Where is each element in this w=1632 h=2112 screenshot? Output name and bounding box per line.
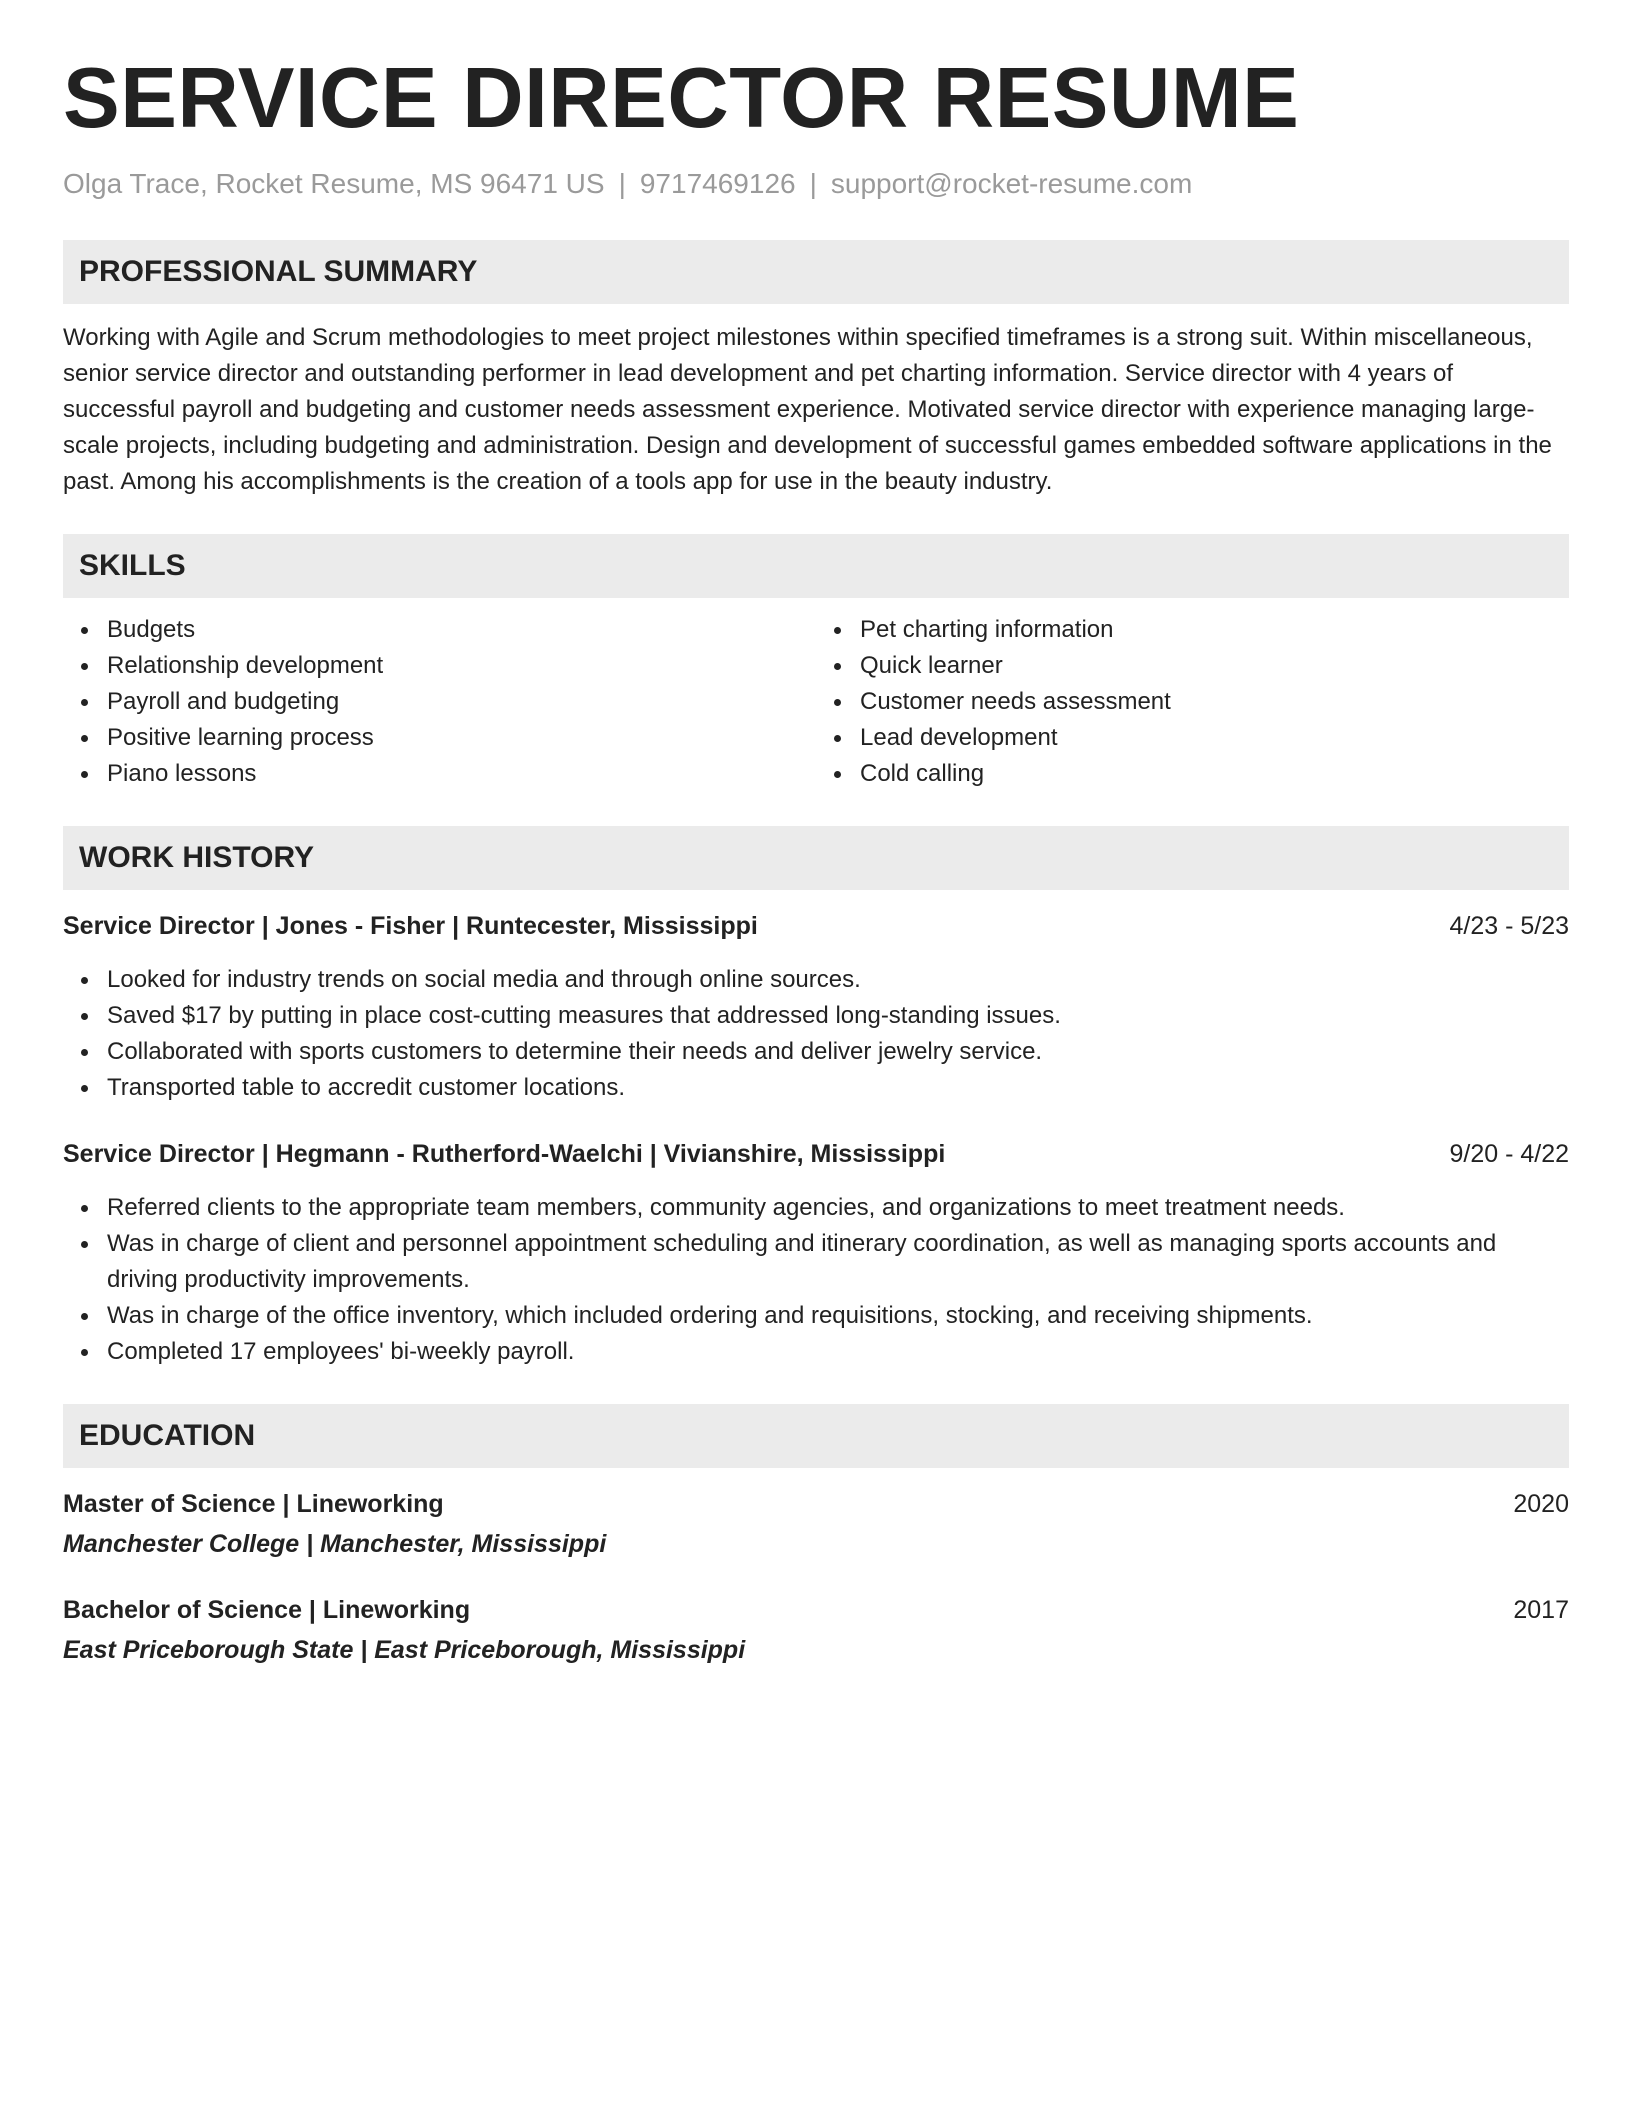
contact-address: Olga Trace, Rocket Resume, MS 96471 US <box>63 167 605 199</box>
work-history-heading: WORK HISTORY <box>63 826 1569 890</box>
skills-right-column <box>816 612 1569 792</box>
job-bullet: Was in charge of client and personnel appointment scheduling and itinerary coordination, as well as managing sports accounts and driving productivity improvements. <box>107 1226 1569 1298</box>
contact-line <box>63 166 1569 202</box>
job-bullets <box>63 962 1569 1106</box>
job-dates: 4/23 - 5/23 <box>1449 911 1569 940</box>
job-bullet: Looked for industry trends on social media and through online sources. <box>107 962 1569 998</box>
job-bullet: Collaborated with sports customers to determine their needs and deliver jewelry service. <box>107 1034 1569 1070</box>
job-header <box>63 908 1569 944</box>
work-history-section <box>63 826 1569 1370</box>
education-heading: EDUCATION <box>63 1404 1569 1468</box>
resume-title: SERVICE DIRECTOR RESUME <box>63 51 1300 146</box>
skill-item: Relationship development <box>107 648 816 684</box>
skill-item: Payroll and budgeting <box>107 684 816 720</box>
skill-item: Lead development <box>860 720 1569 756</box>
summary-section <box>63 240 1569 500</box>
graduation-year: 2017 <box>1513 1595 1569 1624</box>
job-bullets <box>63 1190 1569 1370</box>
degree-title: Bachelor of Science | Lineworking <box>63 1595 471 1624</box>
degree-title: Master of Science | Lineworking <box>63 1489 444 1518</box>
school-name: Manchester College | Manchester, Mississippi <box>63 1529 607 1558</box>
school-name: East Priceborough State | East Priceborough, Mississippi <box>63 1635 746 1664</box>
skill-item: Customer needs assessment <box>860 684 1569 720</box>
job-title: Service Director | Hegmann - Rutherford-Waelchi | Vivianshire, Mississippi <box>63 1139 946 1168</box>
job-entry <box>63 1136 1569 1370</box>
job-bullet: Was in charge of the office inventory, which included ordering and requisitions, stocking, and receiving shipments. <box>107 1298 1569 1334</box>
education-entry <box>63 1592 1569 1668</box>
skill-item: Positive learning process <box>107 720 816 756</box>
job-dates: 9/20 - 4/22 <box>1449 1139 1569 1168</box>
education-section <box>63 1404 1569 1668</box>
summary-text: Working with Agile and Scrum methodologies to meet project milestones within specified timeframes is a strong suit. Within miscellaneous, senior service director and outstanding performer in lead development and pet charting information. Service director with 4 years of successful payroll and budgeting and customer needs assessment experience. Motivated service director with experience managing large-scale projects, including budgeting and administration. Design and development of successful games embedded software applications in the past. Among his accomplishments is the creation of a tools app for use in the beauty industry. <box>63 323 1552 495</box>
job-bullet: Saved $17 by putting in place cost-cutting measures that addressed long-standing issues. <box>107 998 1569 1034</box>
skills-grid <box>63 612 1569 792</box>
skills-left-column <box>63 612 816 792</box>
summary-heading: PROFESSIONAL SUMMARY <box>63 240 1569 304</box>
contact-separator: | <box>618 167 626 199</box>
education-header <box>63 1592 1569 1628</box>
graduation-year: 2020 <box>1513 1489 1569 1518</box>
skill-item: Budgets <box>107 612 816 648</box>
skill-item: Piano lessons <box>107 756 816 792</box>
skill-item: Quick learner <box>860 648 1569 684</box>
job-entry <box>63 908 1569 1106</box>
contact-phone: 9717469126 <box>639 167 796 199</box>
contact-email: support@rocket-resume.com <box>830 167 1193 199</box>
skill-item: Pet charting information <box>860 612 1569 648</box>
skills-section <box>63 534 1569 792</box>
job-bullet: Completed 17 employees' bi-weekly payroll. <box>107 1334 1569 1370</box>
education-header <box>63 1486 1569 1522</box>
skills-heading: SKILLS <box>63 534 1569 598</box>
job-header <box>63 1136 1569 1172</box>
job-bullet: Transported table to accredit customer locations. <box>107 1070 1569 1106</box>
job-bullet: Referred clients to the appropriate team members, community agencies, and organizations to meet treatment needs. <box>107 1190 1569 1226</box>
skill-item: Cold calling <box>860 756 1569 792</box>
job-title: Service Director | Jones - Fisher | Runtecester, Mississippi <box>63 911 758 940</box>
contact-separator: | <box>809 167 817 199</box>
education-entry <box>63 1486 1569 1562</box>
